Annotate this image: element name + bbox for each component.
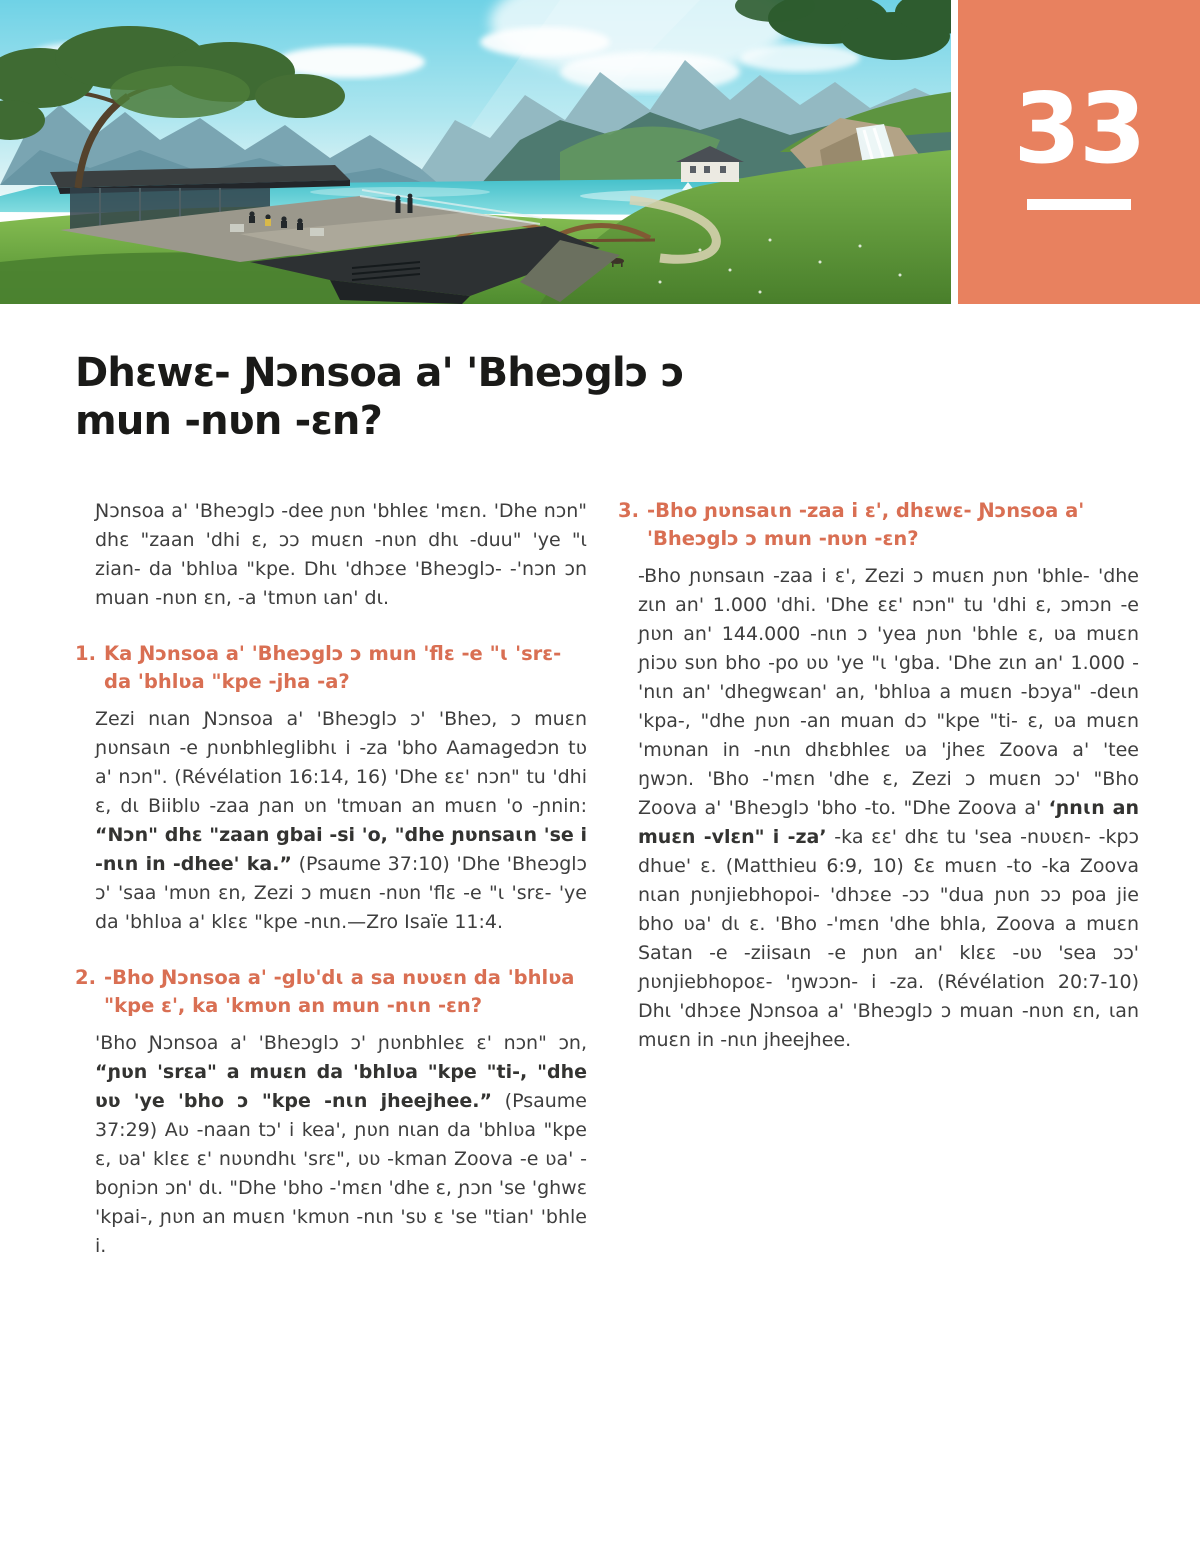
paradise-scene-illustration [0, 0, 951, 304]
chapter-underline [1027, 199, 1131, 210]
question-3-heading-text: -Bho ɲʋnsaɩn -zaa i ɛ', dhɛwɛ- Ɲɔnsoa a' 'Bheɔglɔ ɔ mun -nʋn -ɛn? [647, 499, 1085, 550]
intro-paragraph: Ɲɔnsoa a' 'Bheɔglɔ -dee ɲʋn 'bhleɛ 'mɛn. 'Dhe nɔn" dhɛ "zaan 'dhi ɛ, ɔɔ muɛn -nʋn dhɩ -duu" 'ye "ɩ zian- da 'bhlʋa "kpe. Dhɩ 'dhɔɛe 'Bheɔglɔ- -'nɔn ɔn muan -nʋn ɛn, -a 'tmʋn ɩan' dɩ. [95, 500, 587, 609]
page-title [75, 349, 684, 445]
question-1-paragraph: Zezi nɩan Ɲɔnsoa a' 'Bheɔglɔ ɔ' 'Bheɔ, ɔ muɛn ɲʋnsaɩn -e ɲʋnbhleglibhɩ i -za 'bho Aamagedɔn tʋ a' nɔn". (Révélation 16:14, 16) 'Dhe ɛɛ' nɔn" tu 'dhi ɛ, dɩ Biiblʋ -zaa ɲan ʋn 'tmʋan an muɛn 'o -ɲnin: “Nɔn" dhɛ "zaan gbai -si 'o, "dhe ɲʋnsaɩn 'se i -nɩn in -dhee' ka.” (Psaume 37:10) 'Dhe 'Bheɔglɔ ɔ' 'saa 'mʋn ɛn, Zezi ɔ muɛn -nʋn 'flɛ -e "ɩ 'srɛ- 'ye da 'bhlʋa a' klɛɛ "kpe -nɩn.—Zro Isaïe 11:4. [95, 708, 587, 933]
right-column [618, 497, 1139, 1055]
question-2 [75, 964, 587, 1261]
question-2-number: 2. [75, 966, 96, 989]
question-1-heading-text: Ka Ɲɔnsoa a' 'Bheɔglɔ ɔ mun 'flɛ -e "ɩ 'srɛ- da 'bhlʋa "kpe -jha -a? [104, 642, 562, 693]
left-column [75, 497, 587, 1261]
question-1-number: 1. [75, 642, 96, 665]
question-2-heading [75, 964, 587, 1020]
question-3-number: 3. [618, 499, 639, 522]
page-title-line-2: mun -nʋn -ɛn? [75, 398, 382, 444]
question-3-paragraph: -Bho ɲʋnsaɩn -zaa i ɛ', Zezi ɔ muɛn ɲʋn 'bhle- 'dhe zɩn an' 1.000 'dhi. 'Dhe ɛɛ' nɔn" tu 'dhi ɛ, ɔmɔn -e ɲʋn an' 144.000 -nɩn ɔ 'yea ɲʋn 'bhle ɛ, ʋa muɛn ɲiɔʋ sʋn bho -po ʋʋ 'ye "ɩ 'gba. 'Dhe zɩn an' 1.000 -'nɩn an' 'dhegwɛan' an, 'bhlʋa a muɛn -bɔya" -deɩn 'kpa-, "dhe ɲʋn -an muan dɔ "kpe "ti- ɛ, ʋa muɛn 'mʋnan in -nɩn dhɛbhleɛ ʋa 'jheɛ Zoova a' 'tee ŋwɔn. 'Bho -'mɛn 'dhe ɛ, Zezi ɔ muɛn ɔɔ' "Bho Zoova a' 'Bheɔglɔ 'bho -to. "Dhe Zoova a' ‘ɲnɩn an muɛn -vlɛn" i -za’ -ka ɛɛ' dhɛ tu 'sea -nʋʋɛn- -kpɔ dhue' ɛ. (Matthieu 6:9, 10) Ɛɛ muɛn -to -ka Zoova nɩan ɲʋnjiebhopoi- 'dhɔɛe -ɔɔ "dua ɲʋn ɔɔ poa jie bho ʋa' dɩ ɛ. 'Bho -'mɛn 'dhe bhla, Zoova a muɛn Satan -e -ziisaɩn -e ɲʋn an' klɛɛ -ʋʋ 'sea ɔɔ' ɲʋnjiebhopoɛ- 'ŋwɔɔn- i -za. (Révélation 20:7-10) Dhɩ 'dhɔɛe Ɲɔnsoa a' 'Bheɔglɔ ɔ muan -nʋn ɛn, ɩan muɛn in -nɩn jheejhee. [638, 565, 1139, 1051]
question-2-heading-text: -Bho Ɲɔnsoa a' -glʋ'dɩ a sa nʋʋɛn da 'bhlʋa "kpe ɛ', ka 'kmʋn an mun -nɩn -ɛn? [104, 966, 575, 1017]
page-title-line-1: Dhɛwɛ- Ɲɔnsoa a' 'Bheɔglɔ ɔ [75, 350, 684, 396]
question-2-paragraph: 'Bho Ɲɔnsoa a' 'Bheɔglɔ ɔ' ɲʋnbhleɛ ɛ' nɔn" ɔn, “ɲʋn 'srɛa" a muɛn da 'bhlʋa "kpe "ti-, "dhe ʋʋ 'ye 'bho ɔ "kpe -nɩn jheejhee.” (Psaume 37:29) Aʋ -naan tɔ' i kea', ɲʋn nɩan da 'bhlʋa "kpe ɛ, ʋa' klɛɛ ɛ' nʋʋndhɩ 'srɛ", ʋʋ -kman Zoova -e ʋa' -boɲiɔn ɔn' dɩ. "Dhe 'bho -'mɛn 'dhe ɛ, ɲɔn 'se 'ghwɛ 'kpai-, ɲʋn an muɛn 'kmʋn -nɩn 'sʋ ɛ 'se "tian' 'bhle i. [95, 1032, 587, 1257]
question-3 [618, 497, 1139, 1055]
hero-image [0, 0, 951, 304]
chapter-number-block [958, 0, 1200, 304]
chapter-number: 33 [1013, 72, 1145, 185]
question-1 [75, 640, 587, 937]
question-3-heading [618, 497, 1139, 553]
question-1-heading [75, 640, 587, 696]
